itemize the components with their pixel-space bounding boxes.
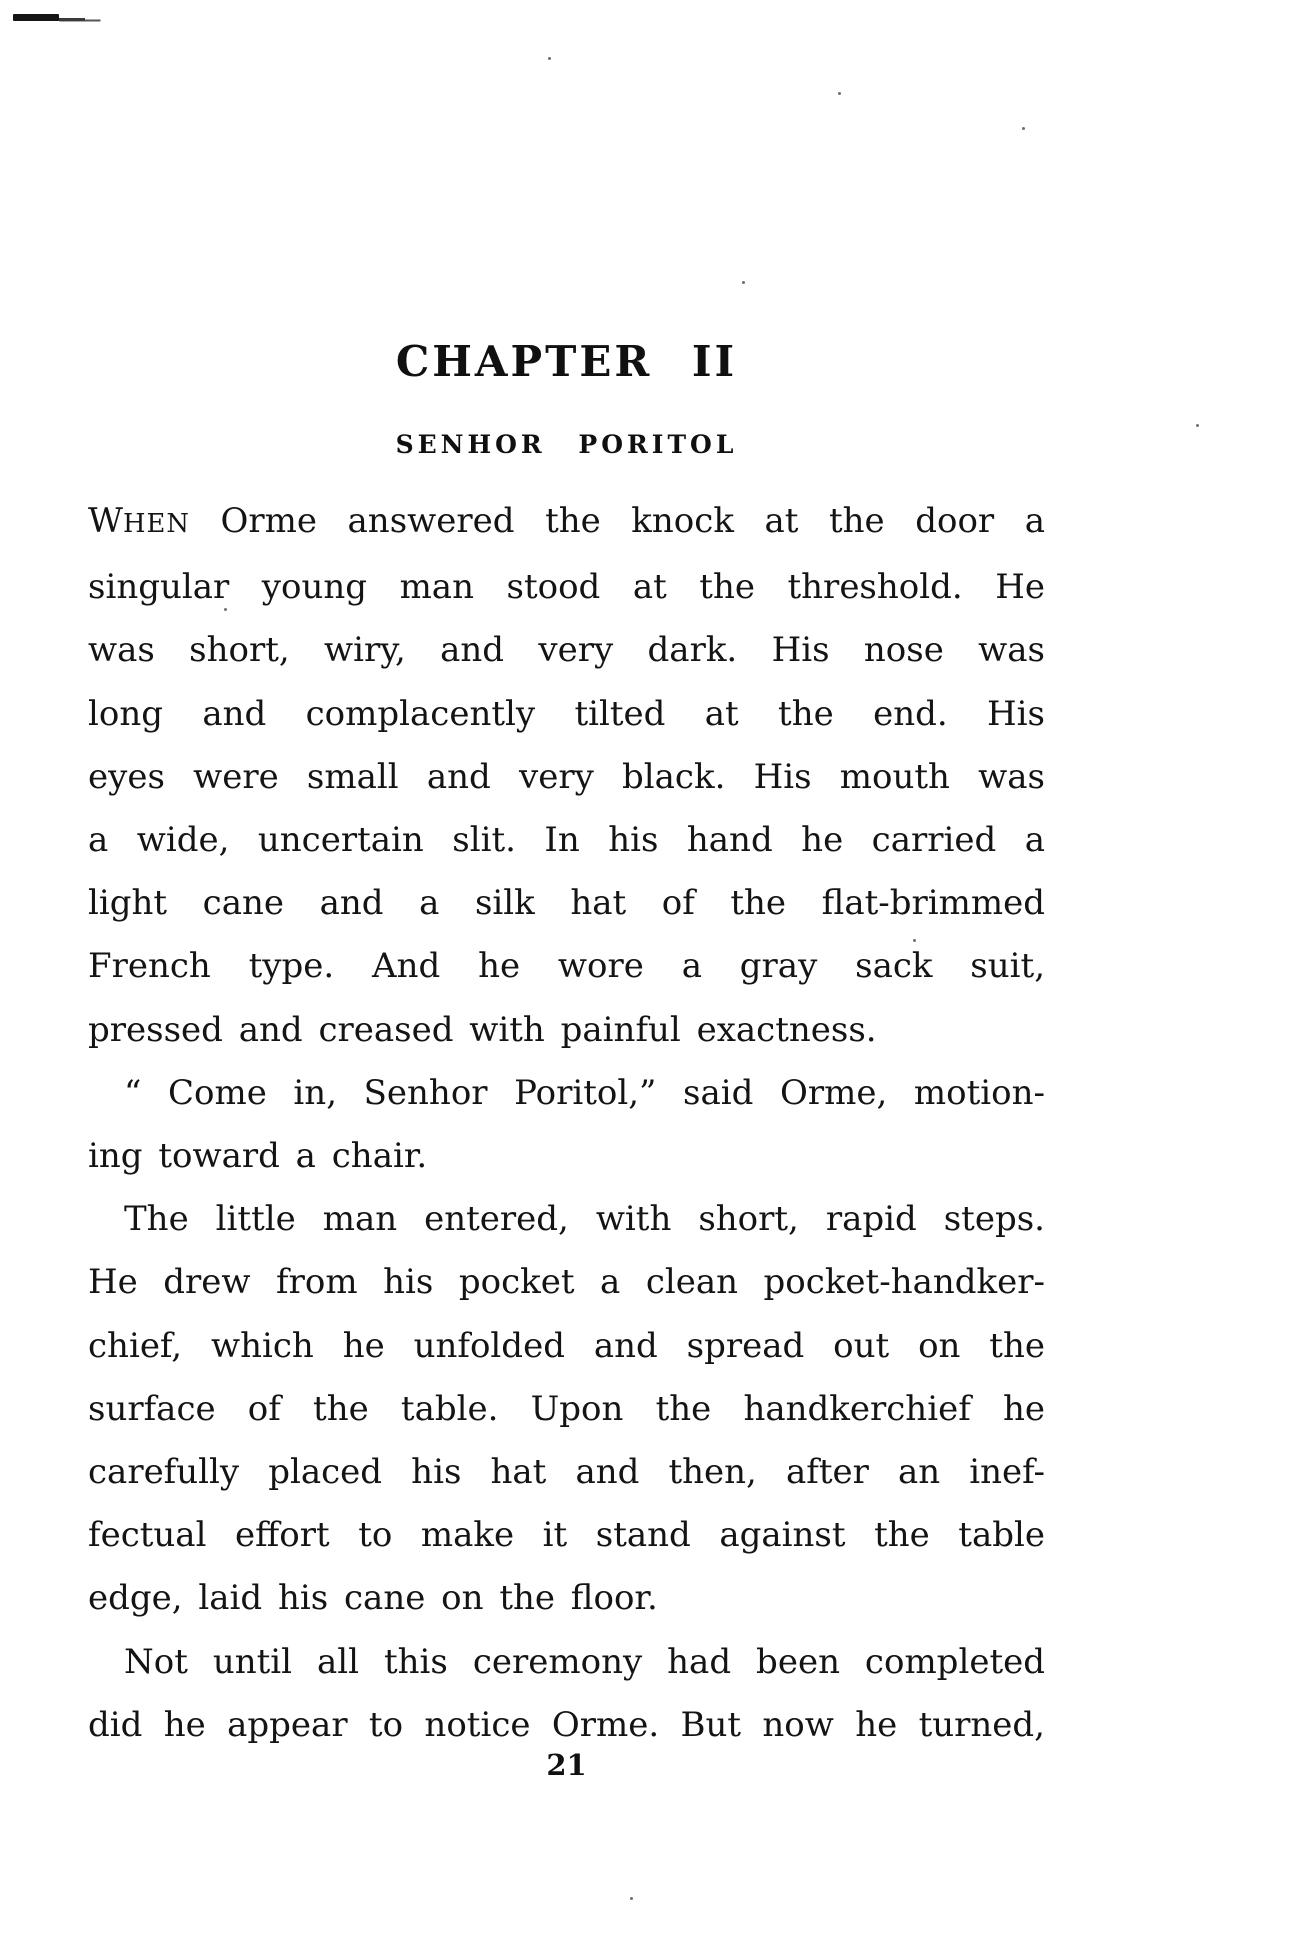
text-line: light cane and a silk hat of the flat-brimmed [88,883,1045,924]
scan-smudge-artifact [13,14,59,21]
text-line: was short, wiry, and very dark. His nose was [88,630,1045,671]
text-line: “ Come in, Senhor Poritol,” said Orme, motion- [124,1072,1045,1113]
text-line: chief, which he unfolded and spread out on the [88,1325,1045,1366]
text-line: ing toward a chair. [88,1136,428,1177]
scan-speck [548,57,551,60]
text-line: eyes were small and very black. His mouth was [88,756,1045,797]
text-line: long and complacently tilted at the end. His [88,693,1045,734]
text-line: WHEN Orme answered the knock at the door a [88,501,1045,541]
page-number: 21 [546,1748,587,1782]
text-line: carefully placed his hat and then, after an inef- [88,1452,1045,1493]
text-line: Not until all this ceremony had been completed [124,1641,1045,1682]
scan-speck [630,1897,633,1900]
scan-speck [1196,424,1199,427]
scan-speck [742,281,745,284]
text-line: fectual effort to make it stand against the table [88,1515,1045,1556]
text-line: The little man entered, with short, rapid steps. [124,1199,1045,1240]
lead-capital: W [88,501,123,541]
text-line: He drew from his pocket a clean pocket-handker- [88,1262,1045,1303]
chapter-title: CHAPTER II [395,337,738,386]
text-line: French type. And he wore a gray sack suit, [88,946,1045,987]
small-caps: HEN [122,509,190,539]
text-line: a wide, uncertain slit. In his hand he carried a [88,820,1045,861]
section-title: SENHOR PORITOL [395,430,738,459]
text-line: did he appear to notice Orme. But now he turned, [88,1704,1045,1745]
scan-speck [838,92,841,95]
body-text [88,490,1045,1757]
text-line: edge, laid his cane on the floor. [88,1578,658,1619]
scan-speck [1022,127,1025,130]
text-line: pressed and creased with painful exactness. [88,1009,877,1050]
text-line: surface of the table. Upon the handkerchief he [88,1388,1045,1429]
text-line: singular young man stood at the threshold. He [88,567,1045,608]
